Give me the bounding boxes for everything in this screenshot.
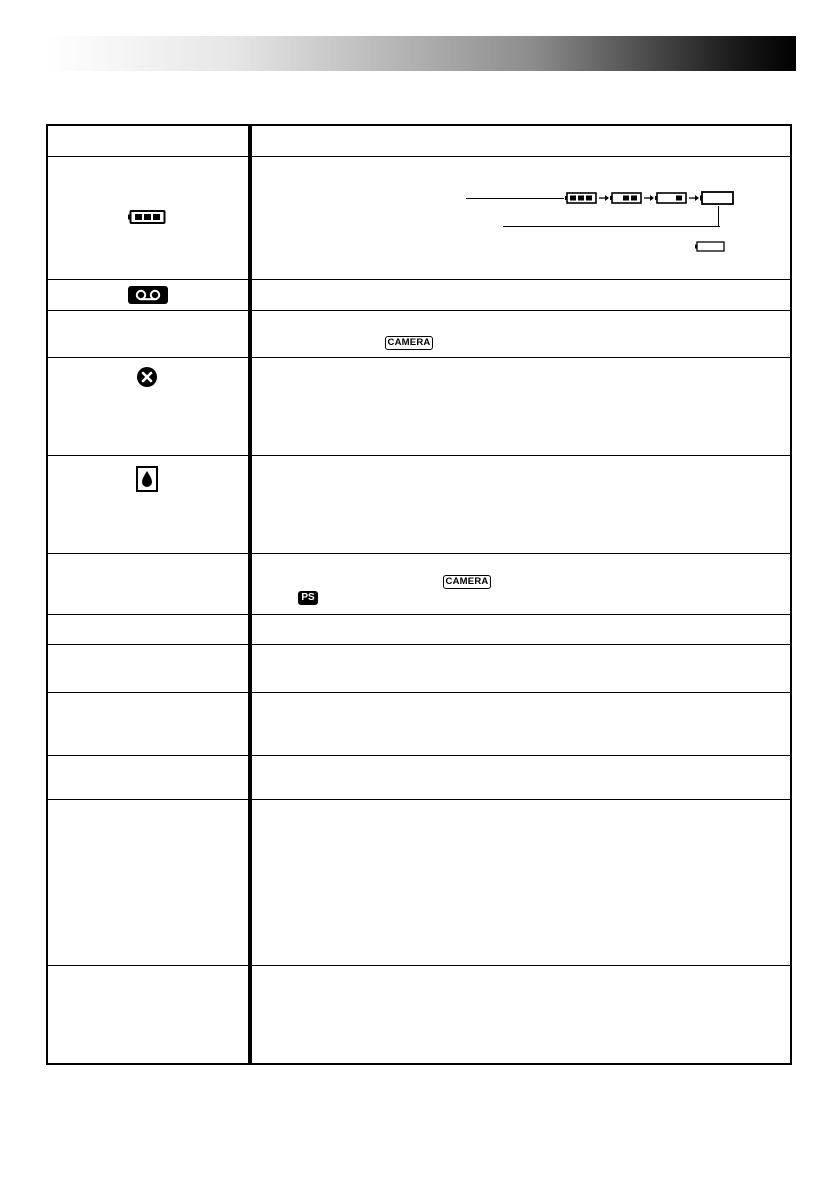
battery-2-bars-icon	[610, 192, 642, 204]
cassette-tape-icon	[128, 286, 168, 304]
ps-mode-badge: PS	[298, 591, 318, 605]
row-line	[48, 455, 790, 456]
water-drop-icon	[136, 466, 158, 492]
row-line	[48, 644, 790, 645]
camera-mode-badge: CAMERA	[443, 575, 491, 589]
leader-line	[503, 226, 720, 227]
row-line	[48, 553, 790, 554]
section-header-bar	[46, 36, 796, 71]
battery-3-bars-icon	[565, 192, 597, 204]
leader-line	[466, 198, 564, 199]
row-line	[48, 755, 790, 756]
header-row-line	[48, 156, 790, 157]
row-line	[48, 965, 790, 966]
arrow-right-icon	[599, 193, 609, 203]
battery-empty-small-icon	[695, 241, 725, 252]
battery-1-bar-icon	[655, 192, 687, 204]
row-line	[48, 357, 790, 358]
leader-line-vertical	[718, 206, 719, 226]
column-divider	[248, 126, 252, 1063]
row-line	[48, 799, 790, 800]
indications-table	[46, 124, 792, 1065]
arrow-right-icon	[689, 193, 699, 203]
row-line	[48, 614, 790, 615]
camera-mode-badge: CAMERA	[385, 336, 433, 350]
x-circle-icon	[137, 367, 157, 387]
row-line	[48, 310, 790, 311]
arrow-right-icon	[644, 193, 654, 203]
battery-empty-icon	[700, 191, 734, 205]
row-line	[48, 692, 790, 693]
row-line	[48, 279, 790, 280]
battery-full-icon	[128, 210, 168, 224]
